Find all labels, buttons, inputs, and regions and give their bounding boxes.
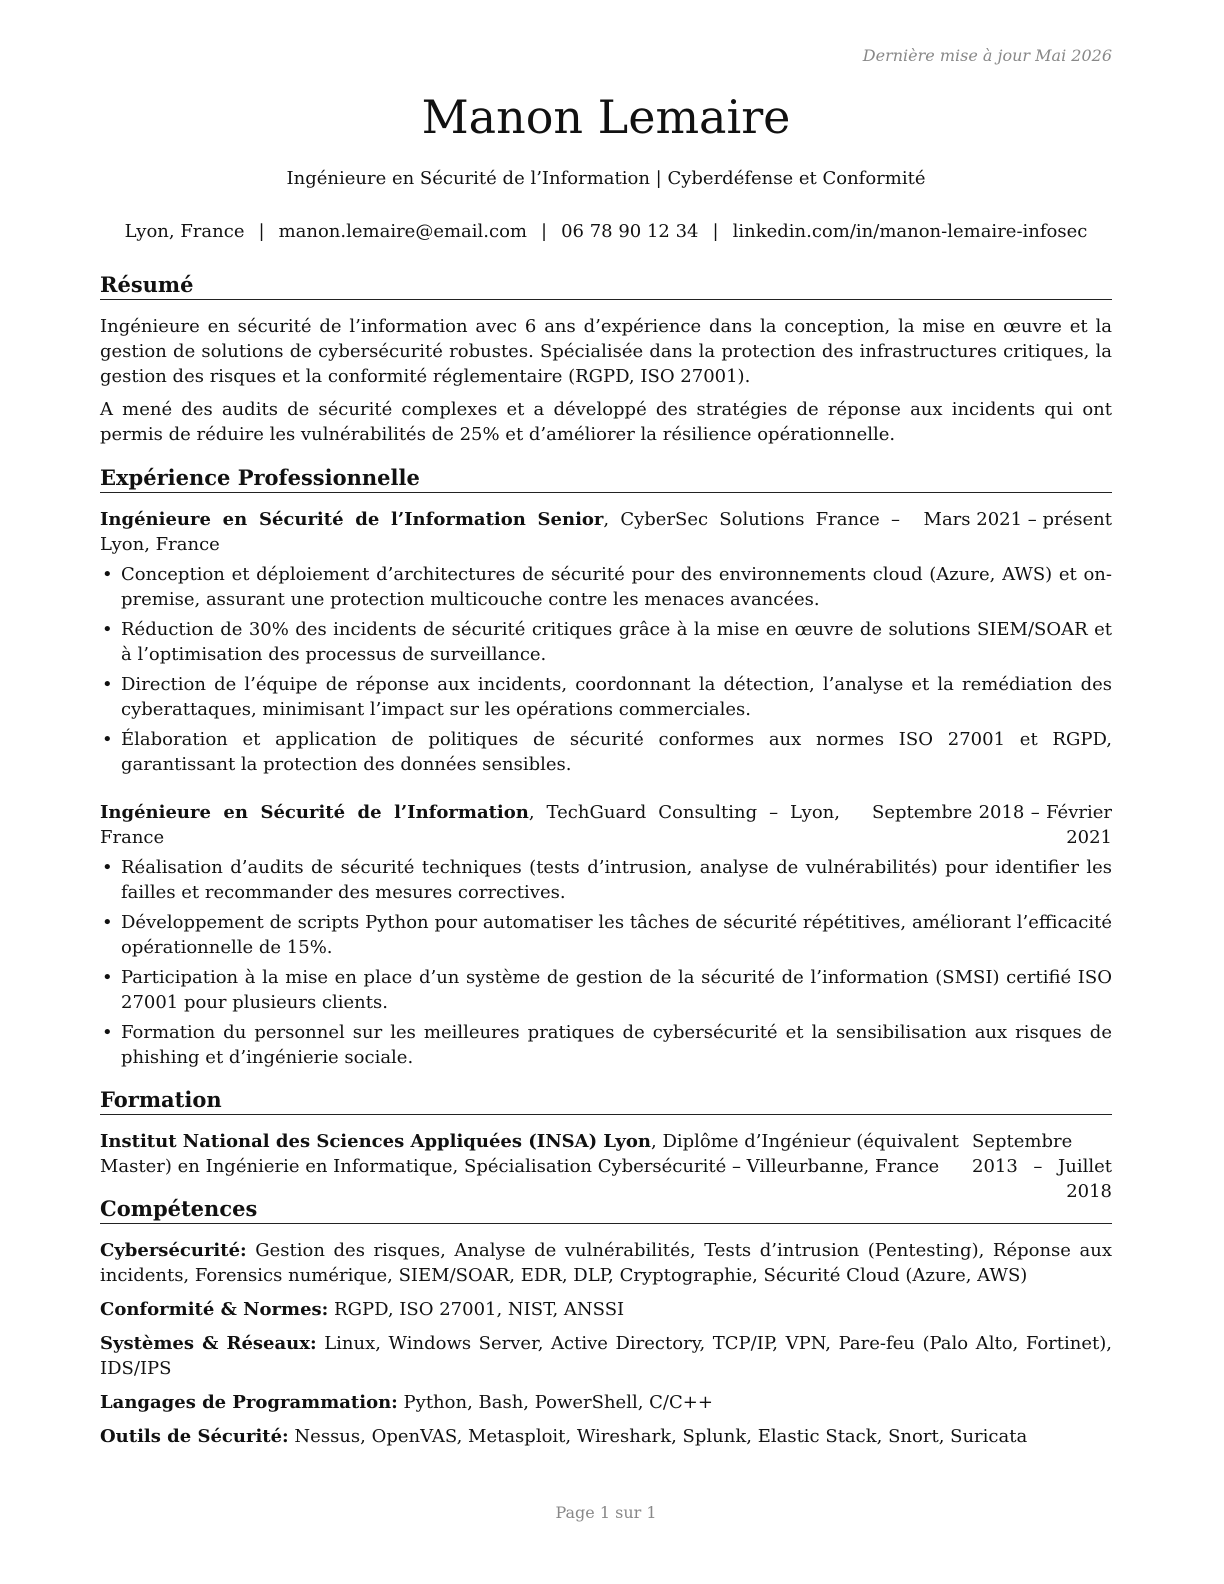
contact-separator: | bbox=[541, 221, 548, 242]
contact-line bbox=[100, 219, 1112, 244]
job-role: Ingénieure en Sécurité de l’Information bbox=[100, 802, 529, 823]
skill-row bbox=[100, 1331, 1112, 1381]
job-bullets bbox=[100, 855, 1112, 1070]
page-number: Page 1 sur 1 bbox=[555, 1503, 657, 1522]
contact-location: Lyon, France bbox=[124, 221, 245, 242]
job-title-line bbox=[100, 800, 840, 850]
skill-row bbox=[100, 1390, 1112, 1415]
section-title-education: Formation bbox=[100, 1086, 1112, 1115]
tagline: Ingénieure en Sécurité de l’Information | Cyberdéfense et Conformité bbox=[286, 168, 926, 189]
contact-email[interactable]: manon.lemaire@email.com bbox=[278, 221, 528, 242]
education-section bbox=[100, 1086, 1112, 1204]
candidate-name: Manon Lemaire bbox=[421, 90, 791, 144]
skill-row bbox=[100, 1238, 1112, 1288]
section-title-experience: Expérience Professionnelle bbox=[100, 464, 1112, 493]
summary-paragraph: A mené des audits de sécurité complexes et a développé des stratégies de réponse aux incidents qui ont permis de réduire les vulnérabilités de 25% et d’améliorer la résilience opérationnelle. bbox=[100, 399, 1112, 445]
education-school: Institut National des Sciences Appliquées (INSA) Lyon bbox=[100, 1131, 651, 1152]
contact-separator: | bbox=[258, 221, 265, 242]
skill-label: Langages de Programmation: bbox=[100, 1392, 398, 1413]
job-company: , CyberSec Solutions France – Lyon, France bbox=[100, 509, 900, 555]
job-bullet: • Développement de scripts Python pour automatiser les tâches de sécurité répétitives, améliorant l’efficacité opérationnelle de 15%. bbox=[100, 910, 1112, 960]
summary-section bbox=[100, 271, 1112, 447]
section-title-summary: Résumé bbox=[100, 271, 1112, 300]
job-bullet: • Direction de l’équipe de réponse aux incidents, coordonnant la détection, l’analyse et la remédiation des cyberattaques, minimisant l’impact sur les opérations commerciales. bbox=[100, 672, 1112, 722]
job-header bbox=[100, 800, 1112, 850]
skills-section bbox=[100, 1195, 1112, 1449]
job-bullet: • Formation du personnel sur les meilleures pratiques de cybersécurité et la sensibilisation aux risques de phishing et d’ingénierie sociale. bbox=[100, 1020, 1112, 1070]
skill-value: Python, Bash, PowerShell, C/C++ bbox=[397, 1392, 713, 1413]
job-dates: Septembre 2018 – Février 2021 bbox=[872, 802, 1112, 848]
job-title-line bbox=[100, 507, 900, 557]
skill-label: Cybersécurité: bbox=[100, 1240, 247, 1261]
last-updated: Dernière mise à jour Mai 2026 bbox=[862, 46, 1112, 65]
contact-separator: | bbox=[712, 221, 719, 242]
job-bullet: • Participation à la mise en place d’un système de gestion de la sécurité de l’information (SMSI) certifié ISO 27001 pour plusieurs clients. bbox=[100, 965, 1112, 1015]
skill-value: Gestion des risques, Analyse de vulnérabilités, Tests d’intrusion (Pentesting), Réponse aux incidents, Forensics numérique, SIEM/SOAR, EDR, DLP, Cryptographie, Sécurité Cloud (Azure, AWS) bbox=[100, 1240, 1112, 1286]
job-header bbox=[100, 507, 1112, 557]
skill-value: Nessus, OpenVAS, Metasploit, Wireshark, Splunk, Elastic Stack, Snort, Suricata bbox=[288, 1426, 1028, 1447]
education-dates: Septembre 2013 – Juillet 2018 bbox=[972, 1131, 1112, 1202]
contact-phone: 06 78 90 12 34 bbox=[561, 221, 699, 242]
education-line bbox=[100, 1129, 970, 1204]
job-bullet: • Conception et déploiement d’architectures de sécurité pour des environnements cloud (Azure, AWS) et on-premise, assurant une protection multicouche contre les menaces avancées. bbox=[100, 562, 1112, 612]
skill-row bbox=[100, 1424, 1112, 1449]
skill-value: Linux, Windows Server, Active Directory, TCP/IP, VPN, Pare-feu (Palo Alto, Fortinet), IDS/IPS bbox=[100, 1333, 1112, 1379]
job-bullets bbox=[100, 562, 1112, 777]
resume-page bbox=[100, 0, 1112, 1584]
summary-paragraph: Ingénieure en sécurité de l’information avec 6 ans d’expérience dans la conception, la mise en œuvre et la gestion de solutions de cybersécurité robustes. Spécialisée dans la protection des infrastructures critiques, la gestion des risques et la conformité réglementaire (RGPD, ISO 27001). bbox=[100, 316, 1112, 387]
job-bullet: • Élaboration et application de politiques de sécurité conformes aux normes ISO 27001 et RGPD, garantissant la protection des données sensibles. bbox=[100, 727, 1112, 777]
job-company: , TechGuard Consulting – Lyon, France bbox=[100, 802, 840, 848]
skill-label: Outils de Sécurité: bbox=[100, 1426, 289, 1447]
contact-linkedin[interactable]: linkedin.com/in/manon-lemaire-infosec bbox=[732, 221, 1088, 242]
education-entry bbox=[100, 1129, 1112, 1204]
job-dates: Mars 2021 – présent bbox=[923, 509, 1112, 530]
job-bullet: • Réduction de 30% des incidents de sécurité critiques grâce à la mise en œuvre de solutions SIEM/SOAR et à l’optimisation des processus de surveillance. bbox=[100, 617, 1112, 667]
experience-section bbox=[100, 464, 1112, 1075]
skill-value: RGPD, ISO 27001, NIST, ANSSI bbox=[328, 1299, 625, 1320]
job-role: Ingénieure en Sécurité de l’Information Senior bbox=[100, 509, 604, 530]
skill-label: Conformité & Normes: bbox=[100, 1299, 329, 1320]
education-degree: , Diplôme d’Ingénieur (équivalent Master) en Ingénierie en Informatique, Spécialisation Cybersécurité – Villeurbanne, France bbox=[100, 1131, 959, 1177]
skill-label: Systèmes & Réseaux: bbox=[100, 1333, 317, 1354]
section-title-skills: Compétences bbox=[100, 1195, 1112, 1224]
skill-row bbox=[100, 1297, 1112, 1322]
job-bullet: • Réalisation d’audits de sécurité techniques (tests d’intrusion, analyse de vulnérabilités) pour identifier les failles et recommander des mesures correctives. bbox=[100, 855, 1112, 905]
